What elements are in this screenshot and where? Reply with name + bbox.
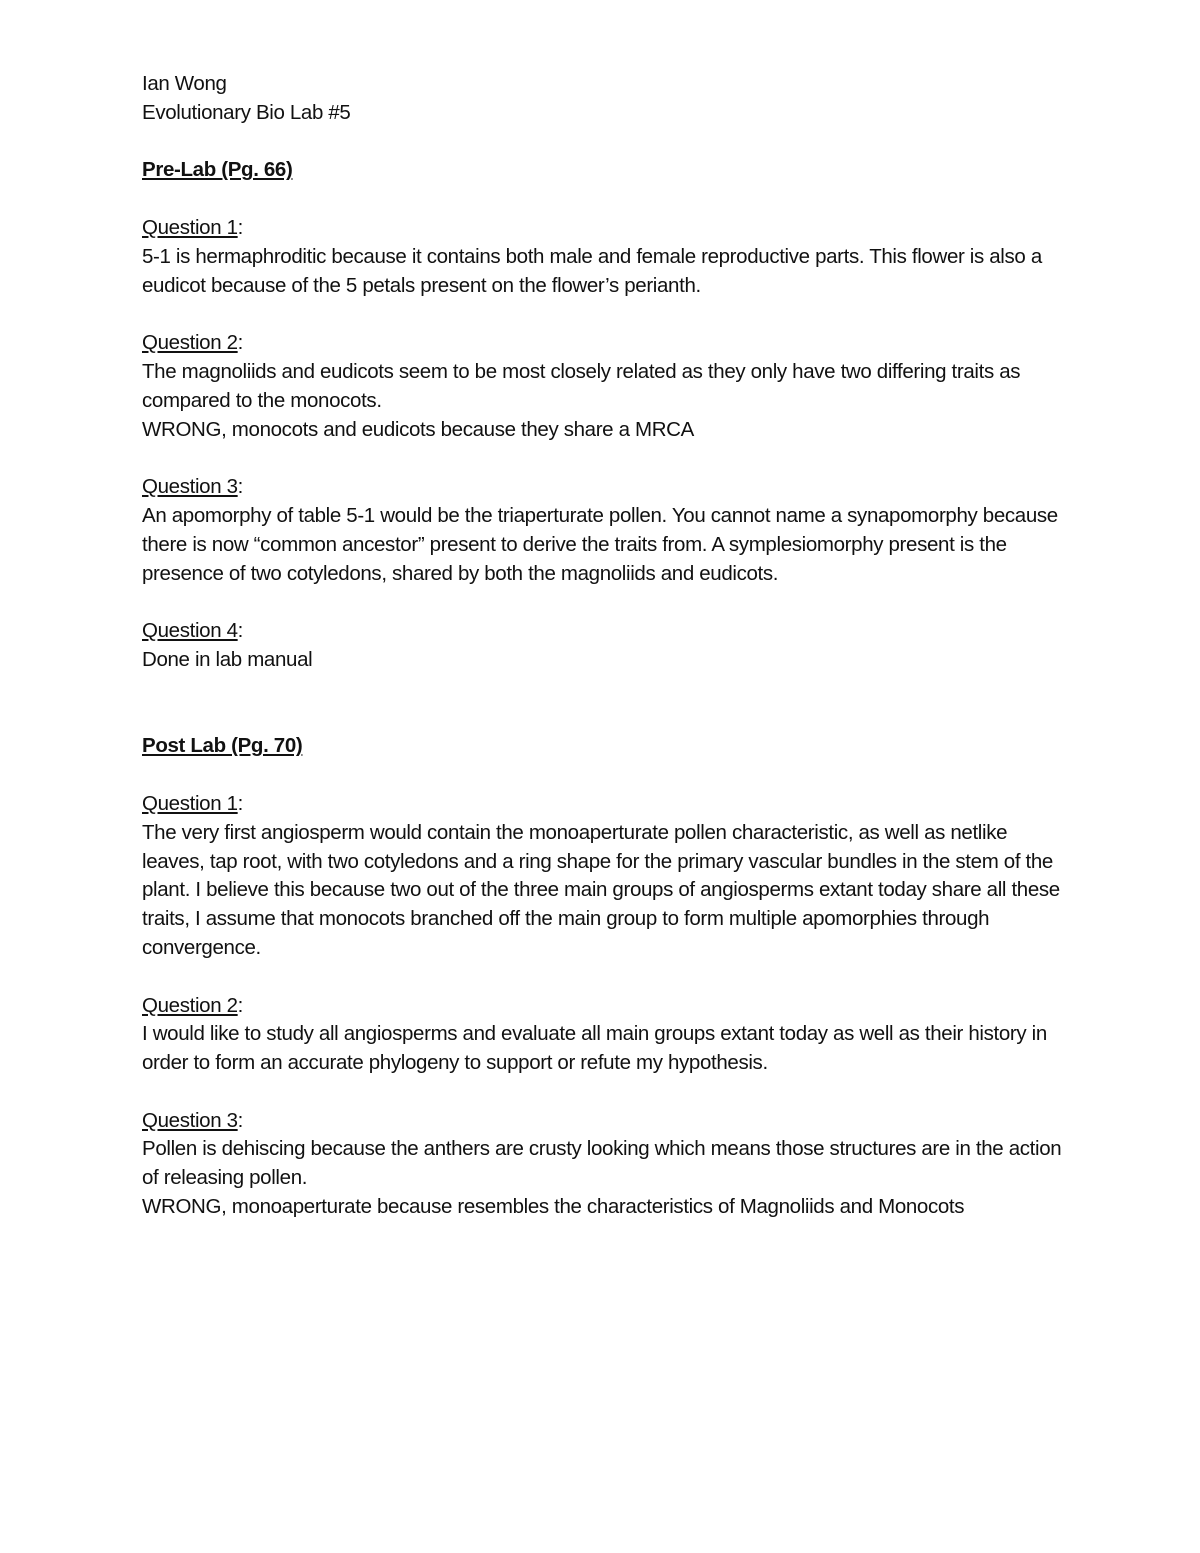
question-label: Question 2 [142, 331, 238, 355]
postlab-question-1: Question 1: The very first angiosperm would contain the monoaperturate pollen characteristic, as well as netlike leaves, tap root, with two cotyledons and a ring shape for the primary vascular bundles in the stem of the plant. I believe this because two out of the three main groups of angiosperms extant today share all these traits, I assume that monocots branched off the main group to form multiple apomorphies through convergence. [142, 790, 1072, 963]
postlab-heading: Post Lab (Pg. 70) [142, 734, 303, 758]
answer-text: Done in lab manual [142, 647, 313, 671]
question-label: Question 2 [142, 993, 238, 1017]
question-label: Question 3 [142, 1108, 238, 1132]
spacer [142, 300, 1072, 329]
author-name: Ian Wong [142, 72, 227, 95]
prelab-question-1: Question 1: 5-1 is hermaphroditic because it contains both male and female reproductive parts. This flower is also a eudicot because of the 5 petals present on the flower’s perianth. [142, 214, 1072, 300]
prelab-question-2: Question 2: The magnoliids and eudicots seem to be most closely related as they only have two differing traits as compared to the monocots. WRONG, monocots and eudicots because they share a MRCA [142, 329, 1072, 444]
spacer [142, 588, 1072, 617]
spacer [142, 444, 1072, 473]
spacer [142, 675, 1072, 733]
answer-text: An apomorphy of table 5-1 would be the triaperturate pollen. You cannot name a synapomorphy because there is now “common ancestor” present to derive the traits from. A symplesiomorphy present is the presence of two cotyledons, shared by both the magnoliids and eudicots. [142, 503, 1058, 585]
spacer [142, 1078, 1072, 1107]
postlab-question-3: Question 3: Pollen is dehiscing because the anthers are crusty looking which means those structures are in the action of releasing pollen. WRONG, monoaperturate because resembles the characteristics of Magnoliids and Monocots [142, 1107, 1072, 1222]
answer-text: 5-1 is hermaphroditic because it contains both male and female reproductive parts. This flower is also a eudicot because of the 5 petals present on the flower’s perianth. [142, 244, 1042, 297]
spacer [142, 185, 1072, 214]
correction-text: WRONG, monocots and eudicots because they share a MRCA [142, 417, 694, 441]
answer-text: Pollen is dehiscing because the anthers are crusty looking which means those structures are in the action of releasing pollen. [142, 1137, 1062, 1190]
question-label: Question 1 [142, 215, 238, 239]
answer-text: The very first angiosperm would contain the monoaperturate pollen characteristic, as well as netlike leaves, tap root, with two cotyledons and a ring shape for the primary vascular bundles in the stem of the plant. I believe this because two out of the three main groups of angiosperms extant today share all these traits, I assume that monocots branched off the main group to form multiple apomorphies through convergence. [142, 820, 1060, 959]
answer-text: The magnoliids and eudicots seem to be most closely related as they only have two differing traits as compared to the monocots. [142, 359, 1021, 412]
spacer [142, 963, 1072, 992]
document-title: Evolutionary Bio Lab #5 [142, 100, 351, 124]
answer-text: I would like to study all angiosperms and evaluate all main groups extant today as well as their history in order to form an accurate phylogeny to support or refute my hypothesis. [142, 1022, 1047, 1075]
question-label: Question 4 [142, 619, 238, 643]
prelab-question-3: Question 3: An apomorphy of table 5-1 would be the triaperturate pollen. You cannot name a synapomorphy because there is now “common ancestor” present to derive the traits from. A symplesiomorphy present is the presence of two cotyledons, shared by both the magnoliids and eudicots. [142, 473, 1072, 588]
document-page [142, 70, 1072, 1222]
spacer [142, 761, 1072, 790]
postlab-question-2: Question 2: I would like to study all angiosperms and evaluate all main groups extant today as well as their history in order to form an accurate phylogeny to support or refute my hypothesis. [142, 992, 1072, 1078]
prelab-heading: Pre-Lab (Pg. 66) [142, 158, 293, 182]
correction-text: WRONG, monoaperturate because resembles the characteristics of Magnoliids and Monocots [142, 1195, 965, 1219]
spacer [142, 128, 1072, 157]
prelab-question-4: Question 4: Done in lab manual [142, 617, 1072, 675]
question-label: Question 3 [142, 475, 238, 499]
question-label: Question 1 [142, 791, 238, 815]
